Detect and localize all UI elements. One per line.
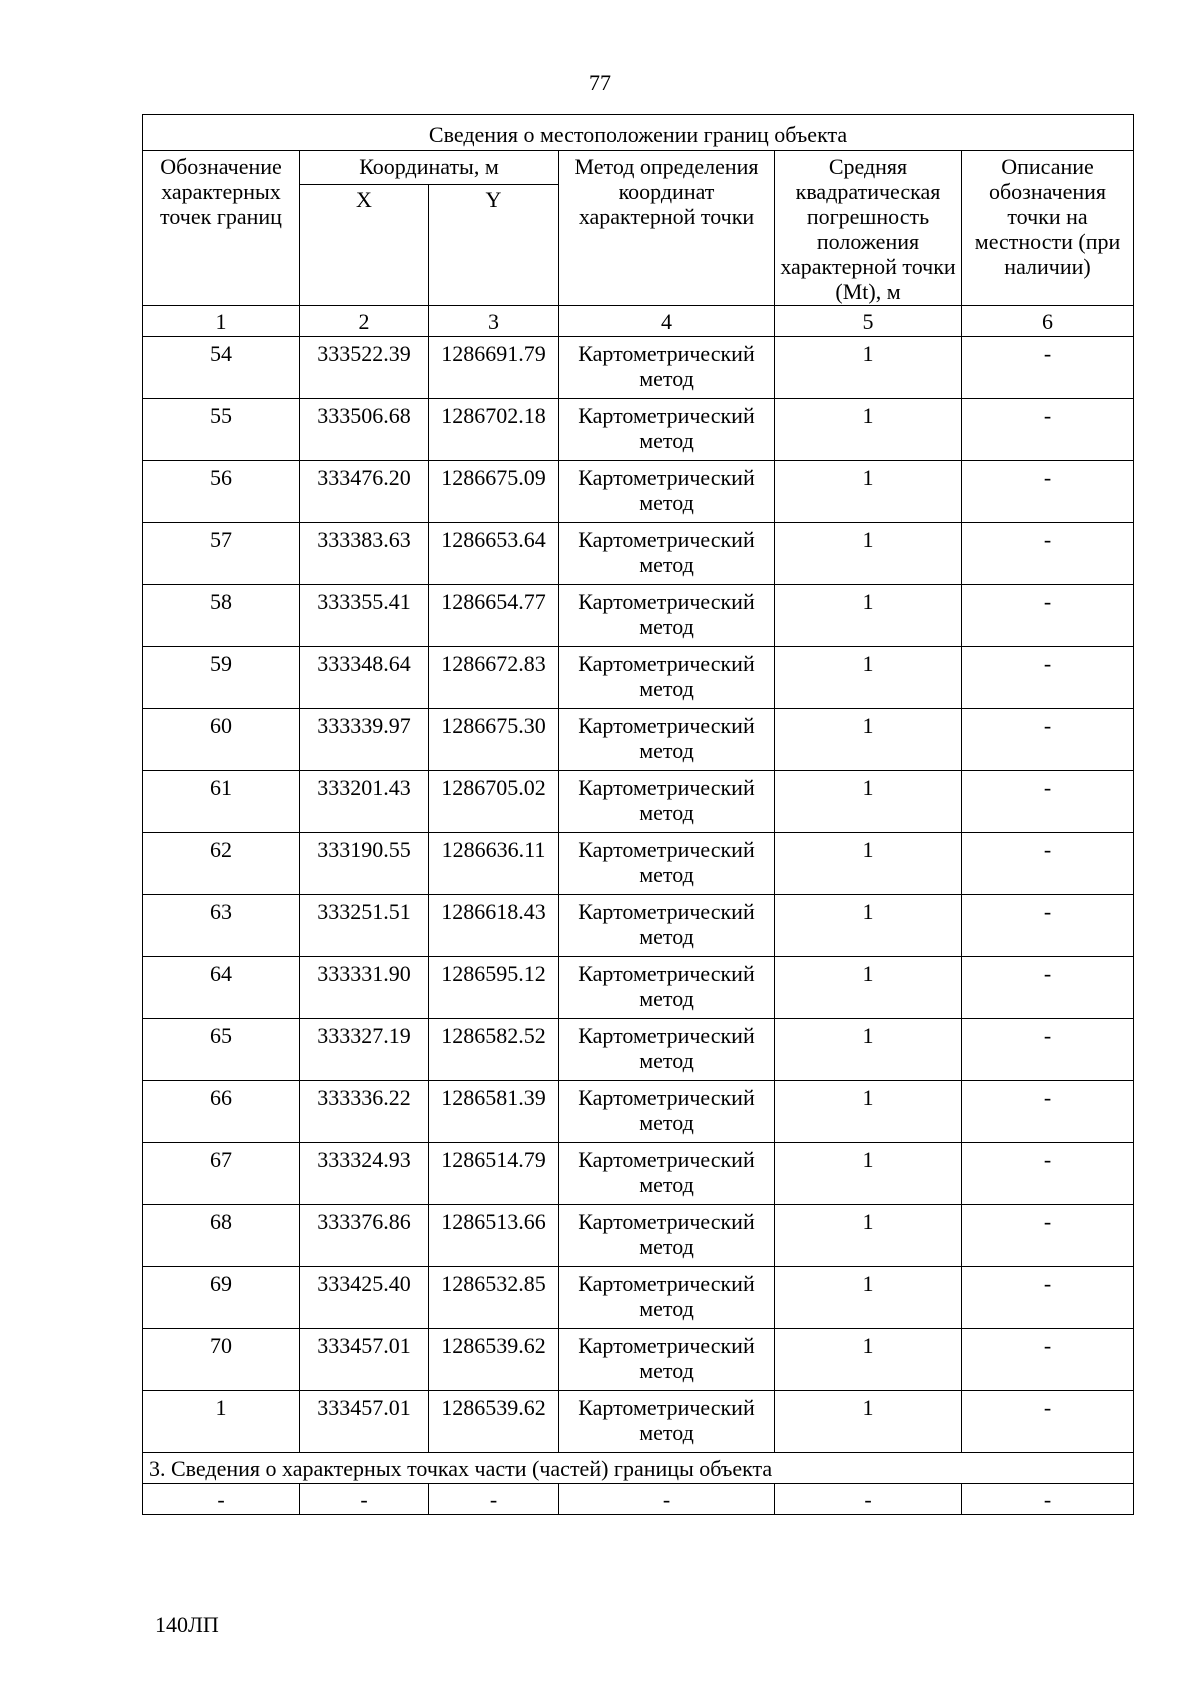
accuracy-cell: 1 <box>775 585 962 647</box>
description-cell: - <box>962 461 1134 523</box>
method-cell: Картометрический метод <box>559 461 775 523</box>
description-cell: - <box>962 399 1134 461</box>
x-coordinate-cell: 333383.63 <box>300 523 429 585</box>
empty-cell: - <box>300 1484 429 1515</box>
y-coordinate-cell: 1286513.66 <box>429 1205 559 1267</box>
table-row <box>143 1019 1134 1081</box>
column-number-cell: 1 <box>143 306 300 337</box>
table-row <box>143 461 1134 523</box>
column-number-cell: 2 <box>300 306 429 337</box>
x-coordinate-cell: 333355.41 <box>300 585 429 647</box>
y-coordinate-cell: 1286595.12 <box>429 957 559 1019</box>
accuracy-cell: 1 <box>775 1143 962 1205</box>
header-description: Описание обозначения точки на местности (при наличии) <box>962 151 1134 306</box>
point-cell: 67 <box>143 1143 300 1205</box>
x-coordinate-cell: 333201.43 <box>300 771 429 833</box>
method-cell: Картометрический метод <box>559 1329 775 1391</box>
empty-cell: - <box>775 1484 962 1515</box>
table-row <box>143 957 1134 1019</box>
boundary-coordinates-table <box>142 114 1134 1515</box>
header-point: Обозначение характерных точек границ <box>143 151 300 306</box>
table-row <box>143 585 1134 647</box>
y-coordinate-cell: 1286514.79 <box>429 1143 559 1205</box>
table-row <box>143 1081 1134 1143</box>
accuracy-cell: 1 <box>775 461 962 523</box>
method-cell: Картометрический метод <box>559 647 775 709</box>
y-coordinate-cell: 1286702.18 <box>429 399 559 461</box>
table-row <box>143 1329 1134 1391</box>
table-row <box>143 833 1134 895</box>
point-cell: 62 <box>143 833 300 895</box>
point-cell: 66 <box>143 1081 300 1143</box>
point-cell: 70 <box>143 1329 300 1391</box>
accuracy-cell: 1 <box>775 337 962 399</box>
table-row <box>143 523 1134 585</box>
header-coords: Координаты, м <box>300 151 559 185</box>
header-x: X <box>300 185 429 306</box>
method-cell: Картометрический метод <box>559 709 775 771</box>
table-row <box>143 1391 1134 1453</box>
x-coordinate-cell: 333339.97 <box>300 709 429 771</box>
empty-cell: - <box>143 1484 300 1515</box>
x-coordinate-cell: 333506.68 <box>300 399 429 461</box>
point-cell: 64 <box>143 957 300 1019</box>
point-cell: 57 <box>143 523 300 585</box>
description-cell: - <box>962 1205 1134 1267</box>
method-cell: Картометрический метод <box>559 1205 775 1267</box>
header-y: Y <box>429 185 559 306</box>
description-cell: - <box>962 1081 1134 1143</box>
table-title: Сведения о местоположении границ объекта <box>143 115 1134 151</box>
table-row <box>143 771 1134 833</box>
x-coordinate-cell: 333324.93 <box>300 1143 429 1205</box>
accuracy-cell: 1 <box>775 1329 962 1391</box>
method-cell: Картометрический метод <box>559 399 775 461</box>
point-cell: 58 <box>143 585 300 647</box>
column-numbers-row <box>143 306 1134 337</box>
point-cell: 59 <box>143 647 300 709</box>
y-coordinate-cell: 1286539.62 <box>429 1329 559 1391</box>
description-cell: - <box>962 1019 1134 1081</box>
y-coordinate-cell: 1286636.11 <box>429 833 559 895</box>
method-cell: Картометрический метод <box>559 1019 775 1081</box>
point-cell: 1 <box>143 1391 300 1453</box>
x-coordinate-cell: 333425.40 <box>300 1267 429 1329</box>
table-row <box>143 1143 1134 1205</box>
x-coordinate-cell: 333348.64 <box>300 647 429 709</box>
accuracy-cell: 1 <box>775 957 962 1019</box>
x-coordinate-cell: 333251.51 <box>300 895 429 957</box>
method-cell: Картометрический метод <box>559 1081 775 1143</box>
description-cell: - <box>962 1143 1134 1205</box>
x-coordinate-cell: 333190.55 <box>300 833 429 895</box>
description-cell: - <box>962 709 1134 771</box>
section-3-title: 3. Сведения о характерных точках части (частей) границы объекта <box>143 1453 1134 1484</box>
accuracy-cell: 1 <box>775 1081 962 1143</box>
accuracy-cell: 1 <box>775 1391 962 1453</box>
method-cell: Картометрический метод <box>559 771 775 833</box>
method-cell: Картометрический метод <box>559 1267 775 1329</box>
y-coordinate-cell: 1286705.02 <box>429 771 559 833</box>
description-cell: - <box>962 833 1134 895</box>
column-number-cell: 3 <box>429 306 559 337</box>
method-cell: Картометрический метод <box>559 833 775 895</box>
accuracy-cell: 1 <box>775 895 962 957</box>
page-number: 77 <box>589 70 611 95</box>
accuracy-cell: 1 <box>775 833 962 895</box>
column-number-cell: 5 <box>775 306 962 337</box>
method-cell: Картометрический метод <box>559 1391 775 1453</box>
y-coordinate-cell: 1286691.79 <box>429 337 559 399</box>
point-cell: 61 <box>143 771 300 833</box>
y-coordinate-cell: 1286532.85 <box>429 1267 559 1329</box>
description-cell: - <box>962 957 1134 1019</box>
point-cell: 65 <box>143 1019 300 1081</box>
y-coordinate-cell: 1286653.64 <box>429 523 559 585</box>
point-cell: 54 <box>143 337 300 399</box>
point-cell: 55 <box>143 399 300 461</box>
empty-cell: - <box>962 1484 1134 1515</box>
accuracy-cell: 1 <box>775 1267 962 1329</box>
point-cell: 68 <box>143 1205 300 1267</box>
method-cell: Картометрический метод <box>559 957 775 1019</box>
description-cell: - <box>962 585 1134 647</box>
point-cell: 60 <box>143 709 300 771</box>
accuracy-cell: 1 <box>775 1019 962 1081</box>
point-cell: 69 <box>143 1267 300 1329</box>
section-3-row <box>143 1453 1134 1484</box>
description-cell: - <box>962 1267 1134 1329</box>
x-coordinate-cell: 333522.39 <box>300 337 429 399</box>
x-coordinate-cell: 333327.19 <box>300 1019 429 1081</box>
table-row <box>143 1205 1134 1267</box>
accuracy-cell: 1 <box>775 709 962 771</box>
y-coordinate-cell: 1286654.77 <box>429 585 559 647</box>
description-cell: - <box>962 771 1134 833</box>
header-accuracy: Средняя квадратическая погрешность положения характерной точки (Mt), м <box>775 151 962 306</box>
accuracy-cell: 1 <box>775 399 962 461</box>
table-row <box>143 337 1134 399</box>
empty-cell: - <box>559 1484 775 1515</box>
x-coordinate-cell: 333376.86 <box>300 1205 429 1267</box>
y-coordinate-cell: 1286675.09 <box>429 461 559 523</box>
y-coordinate-cell: 1286581.39 <box>429 1081 559 1143</box>
column-number-cell: 6 <box>962 306 1134 337</box>
method-cell: Картометрический метод <box>559 337 775 399</box>
x-coordinate-cell: 333336.22 <box>300 1081 429 1143</box>
y-coordinate-cell: 1286539.62 <box>429 1391 559 1453</box>
method-cell: Картометрический метод <box>559 585 775 647</box>
description-cell: - <box>962 1391 1134 1453</box>
table-row <box>143 399 1134 461</box>
description-cell: - <box>962 647 1134 709</box>
description-cell: - <box>962 523 1134 585</box>
table-row <box>143 895 1134 957</box>
x-coordinate-cell: 333457.01 <box>300 1391 429 1453</box>
description-cell: - <box>962 1329 1134 1391</box>
table-row <box>143 709 1134 771</box>
x-coordinate-cell: 333476.20 <box>300 461 429 523</box>
footer-code: 140ЛП <box>155 1612 219 1637</box>
empty-cell: - <box>429 1484 559 1515</box>
method-cell: Картометрический метод <box>559 523 775 585</box>
method-cell: Картометрический метод <box>559 895 775 957</box>
accuracy-cell: 1 <box>775 771 962 833</box>
method-cell: Картометрический метод <box>559 1143 775 1205</box>
y-coordinate-cell: 1286618.43 <box>429 895 559 957</box>
table-row <box>143 1267 1134 1329</box>
accuracy-cell: 1 <box>775 647 962 709</box>
x-coordinate-cell: 333457.01 <box>300 1329 429 1391</box>
description-cell: - <box>962 895 1134 957</box>
x-coordinate-cell: 333331.90 <box>300 957 429 1019</box>
y-coordinate-cell: 1286582.52 <box>429 1019 559 1081</box>
accuracy-cell: 1 <box>775 1205 962 1267</box>
column-number-cell: 4 <box>559 306 775 337</box>
section-3-empty-row <box>143 1484 1134 1515</box>
point-cell: 56 <box>143 461 300 523</box>
point-cell: 63 <box>143 895 300 957</box>
description-cell: - <box>962 337 1134 399</box>
header-method: Метод определения координат характерной точки <box>559 151 775 306</box>
y-coordinate-cell: 1286672.83 <box>429 647 559 709</box>
accuracy-cell: 1 <box>775 523 962 585</box>
y-coordinate-cell: 1286675.30 <box>429 709 559 771</box>
table-row <box>143 647 1134 709</box>
